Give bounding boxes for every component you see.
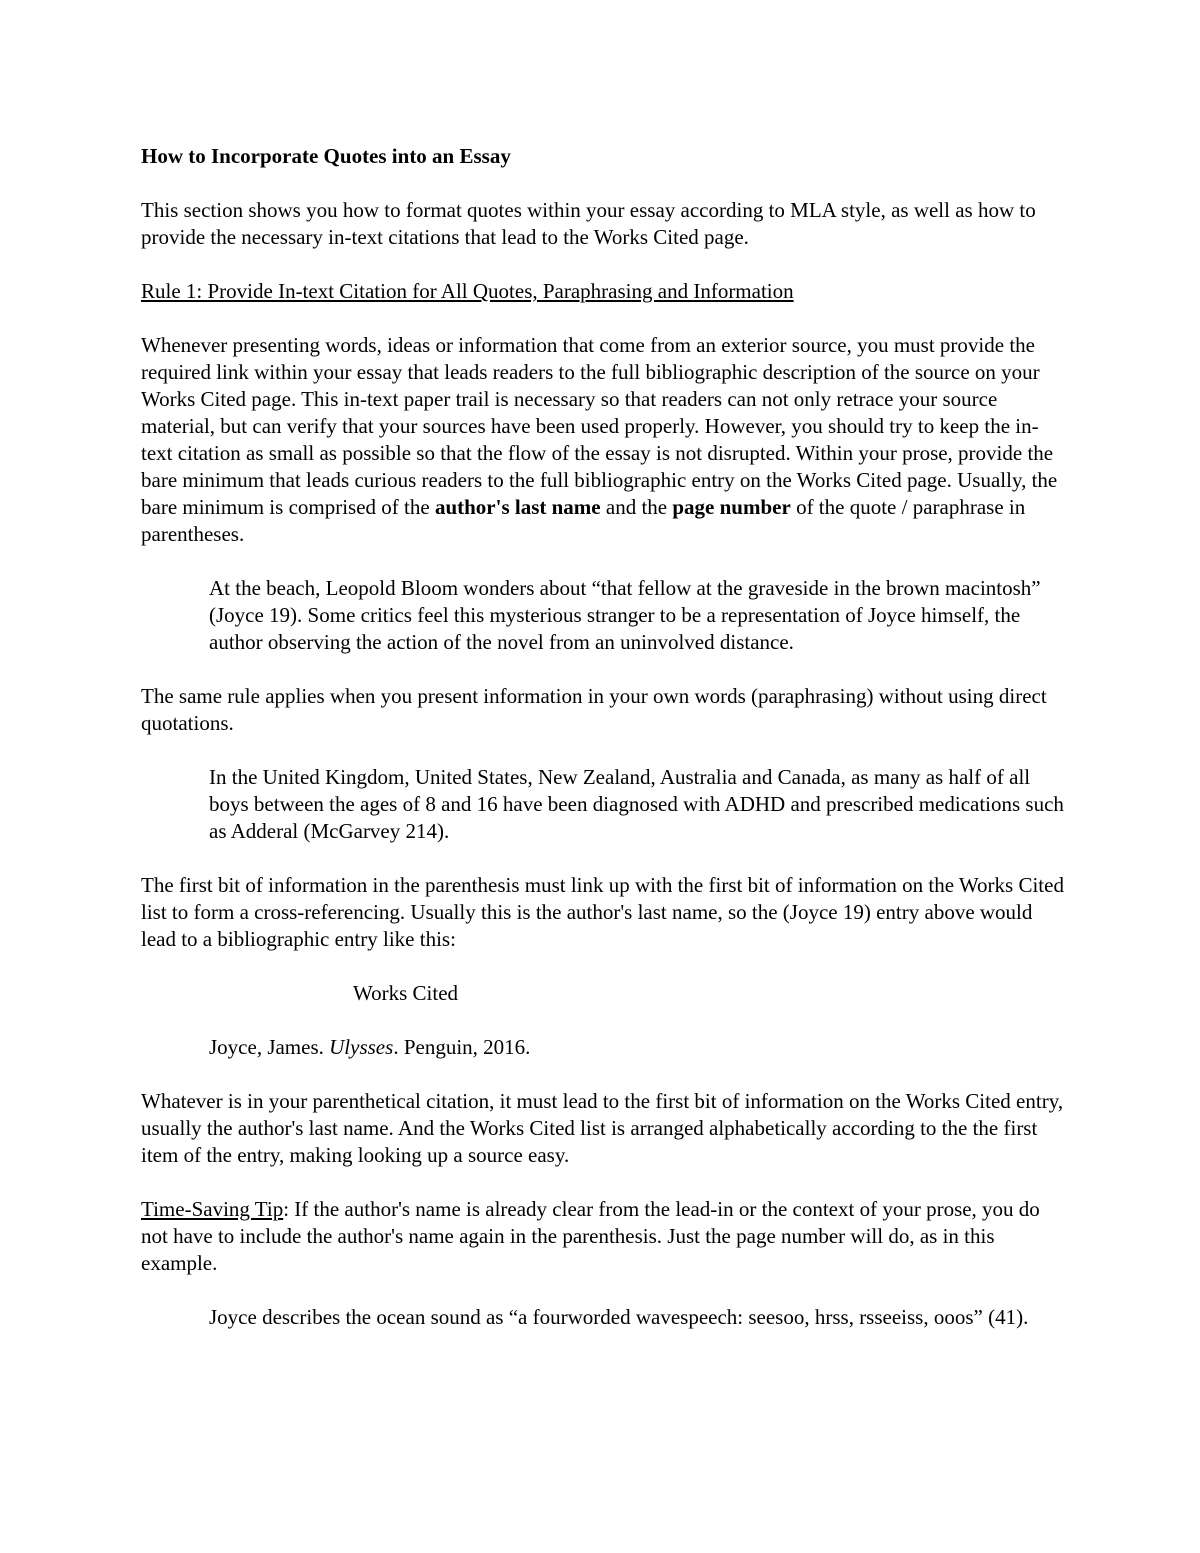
- works-cited-entry: [209, 1034, 1066, 1061]
- tip-paragraph: [141, 1196, 1066, 1277]
- alphabetical-paragraph: Whatever is in your parenthetical citation, it must lead to the first bit of information on the Works Cited entry, usually the author's last name. And the Works Cited list is arranged alphabetically according to the the first item of the entry, making looking up a source easy.: [141, 1089, 1064, 1167]
- para1-text-b: and the: [600, 495, 673, 519]
- rule1-heading-text: Rule 1: Provide In-text Citation for All Quotes, Paraphrasing and Information: [141, 279, 794, 303]
- document-title: How to Incorporate Quotes into an Essay: [141, 144, 511, 168]
- para1-text-a: Whenever presenting words, ideas or information that come from an exterior source, you must provide the required link within your essay that leads readers to the full bibliographic description of the source on your Works Cited page. This in-text paper trail is necessary so that readers can not only retrace your source material, but can verify that your sources have been used properly. However, you should try to keep the in-text citation as small as possible so that the flow of the essay is not disrupted. Within your prose, provide the bare minimum that leads curious readers to the full bibliographic entry on the Works Cited page. Usually, the bare minimum is comprised of the: [141, 333, 1058, 519]
- rule1-heading: [141, 278, 1066, 305]
- para1-text-c: of the quote / paraphrase in parentheses.: [141, 495, 1026, 546]
- cross-reference-paragraph: The first bit of information in the parenthesis must link up with the first bit of information on the Works Cited list to form a cross-referencing. Usually this is the author's last name, so the (Joyce 19) entry above would lead to a bibliographic entry like this:: [141, 873, 1064, 951]
- example-quote-2: In the United Kingdom, United States, New Zealand, Australia and Canada, as many as half of all boys between the ages of 8 and 16 have been diagnosed with ADHD and prescribed medications such as Adderal (McGarvey 214).: [209, 765, 1064, 843]
- citation-explanation-paragraph: [141, 332, 1066, 548]
- para1-bold-author: author's last name: [434, 495, 601, 519]
- tip-label: Time-Saving Tip: [141, 1197, 284, 1221]
- tip-text: : If the author's name is already clear from the lead-in or the context of your prose, you do not have to include the author's name again in the parenthesis. Just the page number will do, as in this example.: [141, 1197, 1040, 1275]
- citation-author: Joyce, James.: [209, 1035, 330, 1059]
- document-page: [141, 128, 1066, 1358]
- citation-title: Ulysses: [329, 1035, 394, 1059]
- para1-bold-page: page number: [672, 495, 791, 519]
- example-quote-1: At the beach, Leopold Bloom wonders about “that fellow at the graveside in the brown macintosh” (Joyce 19). Some critics feel this mysterious stranger to be a representation of Joyce himself, the author observing the action of the novel from an uninvolved distance.: [209, 576, 1041, 654]
- citation-rest: . Penguin, 2016.: [393, 1035, 531, 1059]
- intro-paragraph: This section shows you how to format quotes within your essay according to MLA style, as well as how to provide the necessary in-text citations that lead to the Works Cited page.: [141, 198, 1036, 249]
- works-cited-heading: Works Cited: [353, 981, 459, 1005]
- example-quote-3: Joyce describes the ocean sound as “a fourworded wavespeech: seesoo, hrss, rsseeiss, ooos” (41).: [209, 1305, 1029, 1329]
- paraphrase-paragraph: The same rule applies when you present information in your own words (paraphrasing) without using direct quotations.: [141, 684, 1047, 735]
